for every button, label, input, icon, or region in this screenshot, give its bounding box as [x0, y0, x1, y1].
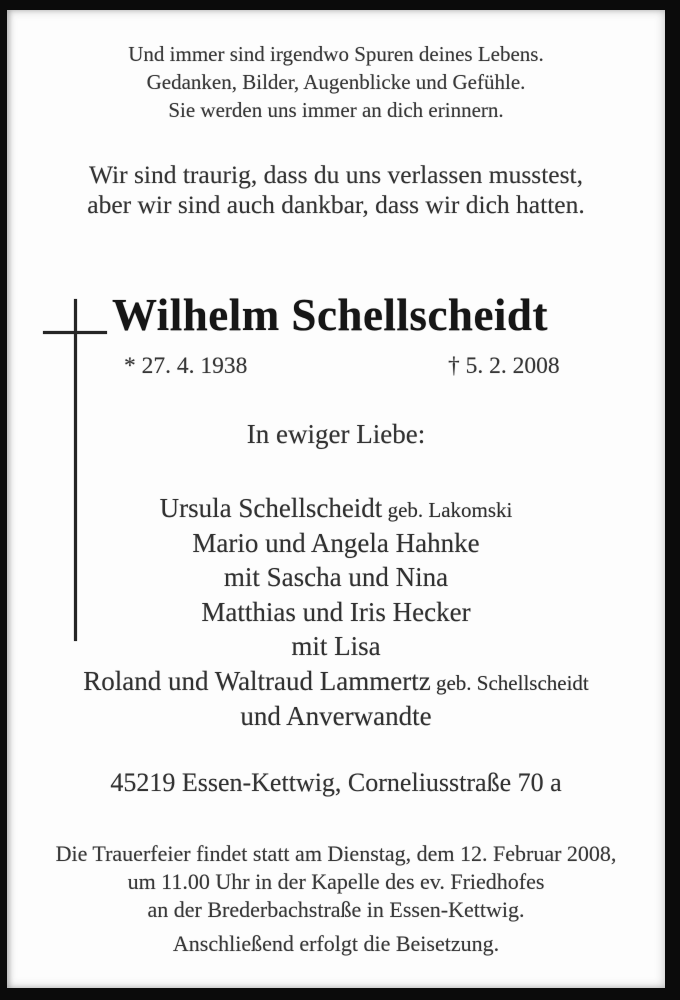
mourner-name: Ursula Schellscheidt [159, 493, 383, 523]
mourner-name: Roland und Waltraud Lammertz [83, 665, 431, 696]
funeral-line: an der Brederbachstraße in Essen-Kettwig. [147, 897, 525, 922]
mourner-name: und Anverwandte [240, 700, 432, 731]
mourner-line [7, 561, 665, 596]
birth-date: * 27. 4. 1938 [124, 353, 248, 379]
verse-line: Gedanken, Bilder, Augenblicke und Gefühle. [146, 70, 526, 94]
mourner-line [7, 630, 665, 665]
mourner-name: Matthias und Iris Hecker [201, 596, 471, 627]
mourner-suffix: geb. Schellscheidt [430, 670, 589, 695]
mourner-name: mit Sascha und Nina [223, 562, 449, 593]
funeral-line: Die Trauerfeier findet statt am Dienstag, dem 12. Februar 2008, [55, 841, 617, 866]
mourner-line [7, 492, 665, 527]
verse-line: Sie werden uns immer an dich erinnern. [168, 98, 504, 122]
tribute-line: Wir sind traurig, dass du uns verlassen musstest, [88, 160, 584, 189]
closing-line: Anschließend erfolgt die Beisetzung. [172, 931, 500, 956]
mourner-suffix: geb. Lakomski [382, 498, 513, 522]
cross-icon [43, 331, 107, 334]
mourner-name: mit Lisa [291, 631, 381, 662]
mourners-list [7, 492, 665, 734]
tribute-text [7, 160, 665, 220]
mourner-line [7, 596, 665, 631]
address-line: 45219 Essen-Kettwig, Corneliusstraße 70 a [110, 768, 562, 797]
deceased-name: Wilhelm Schellscheidt [112, 290, 548, 340]
mourner-name: Mario und Angela Hahnke [192, 527, 480, 558]
mourner-line [7, 700, 665, 735]
mourner-line [7, 527, 665, 562]
funeral-line: um 11.00 Uhr in der Kapelle des ev. Friedhofes [127, 869, 545, 894]
funeral-info [7, 840, 665, 924]
verse-line: Und immer sind irgendwo Spuren deines Lebens. [128, 42, 544, 66]
death-date: † 5. 2. 2008 [448, 353, 560, 379]
mourner-line [7, 665, 665, 700]
tribute-line: aber wir sind auch dankbar, dass wir dich hatten. [87, 190, 585, 219]
salutation: In ewiger Liebe: [246, 419, 426, 449]
memorial-verse [7, 40, 665, 124]
